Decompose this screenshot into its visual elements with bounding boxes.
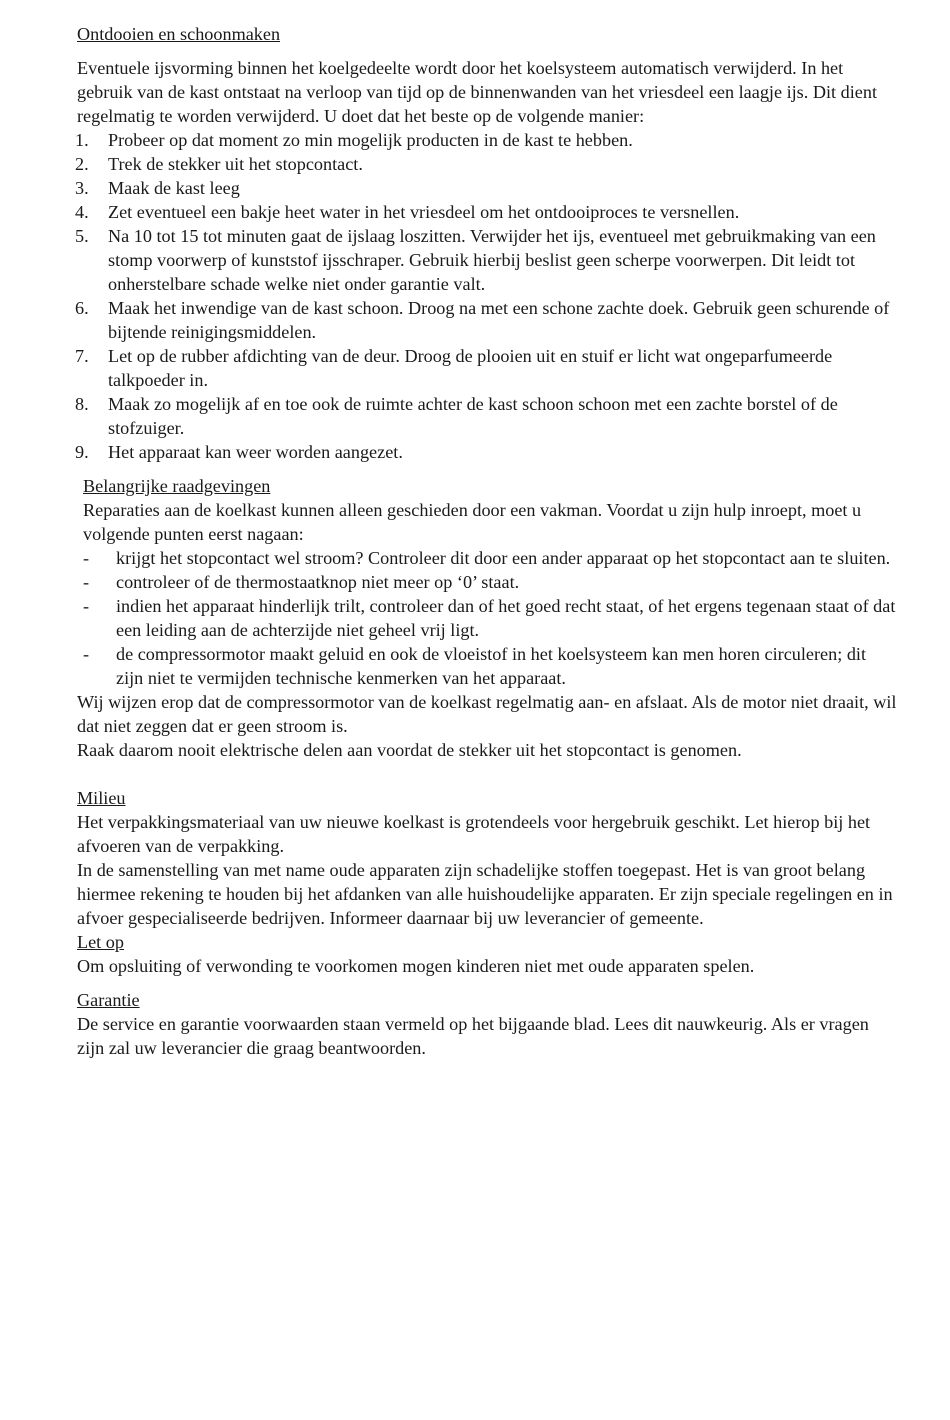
step-number: 6.	[75, 298, 89, 318]
step-text: Zet eventueel een bakje heet water in het vriesdeel om het ontdooiproces te versnellen.	[108, 202, 740, 222]
step-text: Maak zo mogelijk af en toe ook de ruimte achter de kast schoon schoon met een zachte borstel of de stofzuiger.	[108, 394, 838, 438]
list-item	[77, 344, 897, 392]
bullet-dash: -	[83, 548, 90, 568]
list-item	[77, 546, 897, 570]
tips-checklist	[77, 546, 897, 690]
step-text: Maak de kast leeg	[108, 178, 240, 198]
caution-heading: Let op	[77, 932, 124, 952]
list-item	[77, 176, 897, 200]
step-number: 5.	[75, 226, 89, 246]
tips-heading: Belangrijke raadgevingen	[83, 476, 271, 496]
environment-heading: Milieu	[77, 788, 126, 808]
electric-warning: Raak daarom nooit elektrische delen aan voordat de stekker uit het stopcontact is genomen.	[77, 740, 742, 760]
step-number: 4.	[75, 202, 89, 222]
list-item	[77, 440, 897, 464]
step-number: 2.	[75, 154, 89, 174]
list-item	[77, 224, 897, 296]
check-text: krijgt het stopcontact wel stroom? Controleer dit door een ander apparaat op het stopcontact aan te sluiten.	[116, 548, 891, 568]
check-text: de compressormotor maakt geluid en ook de vloeistof in het koelsysteem kan men horen circuleren; dit zijn niet te vermijden technische kenmerken van het apparaat.	[116, 644, 867, 688]
list-item	[77, 296, 897, 344]
step-text: Let op de rubber afdichting van de deur. Droog de plooien uit en stuif er licht wat ongeparfumeerde talkpoeder in.	[108, 346, 833, 390]
list-item	[77, 392, 897, 440]
bullet-dash: -	[83, 572, 90, 592]
step-number: 7.	[75, 346, 89, 366]
step-text: Trek de stekker uit het stopcontact.	[108, 154, 363, 174]
list-item	[77, 594, 897, 642]
tips-section	[77, 474, 897, 546]
check-text: controleer of de thermostaatknop niet meer op ‘0’ staat.	[116, 572, 520, 592]
step-number: 3.	[75, 178, 89, 198]
step-text: Na 10 tot 15 tot minuten gaat de ijslaag loszitten. Verwijder het ijs, eventueel met gebruikmaking van een stomp voorwerp of kunststof ijsschraper. Gebruik hierbij beslist geen scherpe voorwerpen. Dit leidt tot onherstelbare schade welke niet onder garantie valt.	[108, 226, 876, 294]
list-item	[77, 642, 897, 690]
defrost-intro: Eventuele ijsvorming binnen het koelgedeelte wordt door het koelsysteem automatisch verwijderd. In het gebruik van de kast ontstaat na verloop van tijd op de binnenwanden van het vriesdeel een laagje ijs. Dit dient regelmatig te worden verwijderd. U doet dat het beste op de volgende manier:	[77, 58, 878, 126]
step-number: 1.	[75, 130, 89, 150]
document-page	[77, 22, 897, 1060]
warranty-heading: Garantie	[77, 990, 140, 1010]
step-text: Maak het inwendige van de kast schoon. Droog na met een schone zachte doek. Gebruik geen schurende of bijtende reinigingsmiddelen.	[108, 298, 890, 342]
bullet-dash: -	[83, 644, 90, 664]
list-item	[77, 200, 897, 224]
defrost-steps-list	[77, 128, 897, 464]
step-text: Probeer op dat moment zo min mogelijk producten in de kast te hebben.	[108, 130, 633, 150]
environment-packaging: Het verpakkingsmateriaal van uw nieuwe koelkast is grotendeels voor hergebruik geschikt. Let hierop bij het afvoeren van de verpakking.	[77, 812, 871, 856]
environment-disposal: In de samenstelling van met name oude apparaten zijn schadelijke stoffen toegepast. Het is van groot belang hiermee rekening te houden bij het afdanken van alle huishoudelijke apparaten. Er zijn speciale regelingen en in afvoer gespecialiseerde bedrijven. Informeer daarnaar bij uw leverancier of gemeente.	[77, 860, 893, 928]
step-number: 8.	[75, 394, 89, 414]
tips-intro: Reparaties aan de koelkast kunnen alleen geschieden door een vakman. Voordat u zijn hulp inroept, moet u volgende punten eerst nagaan:	[83, 500, 862, 544]
bullet-dash: -	[83, 596, 90, 616]
compressor-note: Wij wijzen erop dat de compressormotor van de koelkast regelmatig aan- en afslaat. Als de motor niet draait, wil dat niet zeggen dat er geen stroom is.	[77, 692, 897, 736]
step-text: Het apparaat kan weer worden aangezet.	[108, 442, 403, 462]
list-item	[77, 152, 897, 176]
check-text: indien het apparaat hinderlijk trilt, controleer dan of het goed recht staat, of het ergens tegenaan staat of dat een leiding aan de achterzijde niet geheel vrij ligt.	[116, 596, 896, 640]
step-number: 9.	[75, 442, 89, 462]
list-item	[77, 128, 897, 152]
warranty-text: De service en garantie voorwaarden staan vermeld op het bijgaande blad. Lees dit nauwkeurig. Als er vragen zijn zal uw leverancier die graag beantwoorden.	[77, 1014, 869, 1058]
caution-text: Om opsluiting of verwonding te voorkomen mogen kinderen niet met oude apparaten spelen.	[77, 956, 755, 976]
list-item	[77, 570, 897, 594]
defrost-heading: Ontdooien en schoonmaken	[77, 24, 281, 44]
